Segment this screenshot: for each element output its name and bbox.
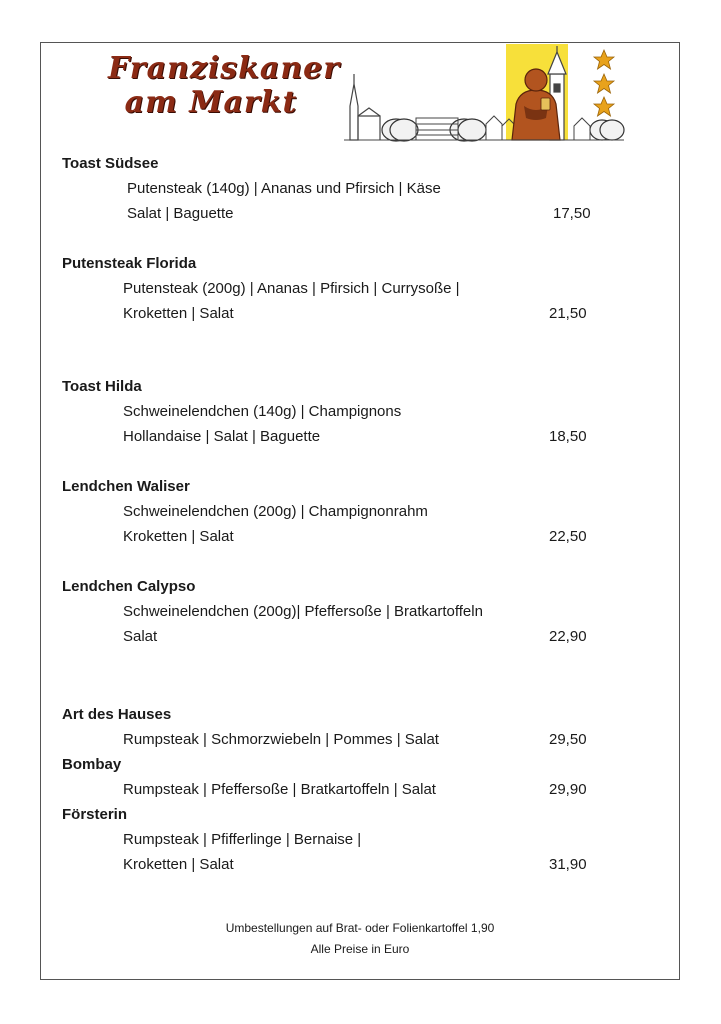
item-description: Schweinelendchen (200g) | Champignonrahm xyxy=(123,503,428,520)
item-description: Schweinelendchen (140g) | Champignons xyxy=(123,403,402,420)
footer-note: Umbestellungen auf Brat- oder Folienkartoffel 1,90 xyxy=(225,921,495,935)
menu-item xyxy=(62,374,622,449)
item-price: 18,50 xyxy=(549,428,587,445)
item-price: 22,50 xyxy=(549,528,587,545)
item-description-line-2 xyxy=(62,301,622,326)
item-price: 21,50 xyxy=(549,305,587,322)
item-price: 29,50 xyxy=(549,731,587,748)
menu-item xyxy=(62,752,622,802)
item-price: 22,90 xyxy=(549,628,587,645)
item-price: 31,90 xyxy=(549,856,587,873)
item-description-line-1 xyxy=(62,777,622,802)
item-description: Schweinelendchen (200g)| Pfeffersoße | Bratkartoffeln xyxy=(123,603,483,620)
item-description: Rumpsteak | Pfifferlinge | Bernaise | xyxy=(123,831,362,848)
rating-stars-icon xyxy=(594,50,614,116)
item-description-line-1 xyxy=(62,727,622,752)
item-title: Bombay xyxy=(62,756,122,773)
item-description: Kroketten | Salat xyxy=(123,528,234,545)
church-icon xyxy=(350,74,380,140)
item-description-line-2 xyxy=(62,852,622,877)
item-description-line-2 xyxy=(62,624,622,649)
menu-item xyxy=(62,702,622,752)
item-description: Kroketten | Salat xyxy=(123,305,234,322)
item-title: Putensteak Florida xyxy=(62,255,197,272)
item-description-line-2 xyxy=(62,524,622,549)
item-price: 29,90 xyxy=(549,781,587,798)
logo-line-1: Franziskaner xyxy=(108,51,341,86)
item-description: Kroketten | Salat xyxy=(123,856,234,873)
menu-item xyxy=(62,251,622,326)
item-description-line-2 xyxy=(62,424,622,449)
menu-item xyxy=(62,474,622,549)
item-description: Rumpsteak | Schmorzwiebeln | Pommes | Salat xyxy=(123,731,439,748)
item-description: Putensteak (200g) | Ananas | Pfirsich | Currysoße | xyxy=(123,280,460,297)
item-description-line-2 xyxy=(62,201,622,226)
menu-list xyxy=(62,151,622,877)
item-title: Lendchen Calypso xyxy=(62,578,196,595)
item-description: Hollandaise | Salat | Baguette xyxy=(123,428,321,445)
logo-wordmark xyxy=(108,51,341,120)
item-description: Salat xyxy=(123,628,158,645)
footer-currency: Alle Preise in Euro xyxy=(310,942,410,956)
logo-line-2: am Markt xyxy=(124,85,298,120)
item-title: Art des Hauses xyxy=(62,706,172,723)
item-description: Salat | Baguette xyxy=(127,205,234,222)
item-title: Lendchen Waliser xyxy=(62,478,190,495)
item-title: Försterin xyxy=(62,806,128,823)
item-description: Rumpsteak | Pfeffersoße | Bratkartoffeln | Salat xyxy=(123,781,436,798)
menu-item xyxy=(62,802,622,877)
item-title: Toast Südsee xyxy=(62,155,159,172)
menu-item xyxy=(62,151,622,226)
item-title: Toast Hilda xyxy=(62,378,142,395)
item-description: Putensteak (140g) | Ananas und Pfirsich | Käse xyxy=(127,180,441,197)
item-price: 17,50 xyxy=(553,205,591,222)
restaurant-logo xyxy=(104,44,660,146)
menu-item xyxy=(62,574,622,649)
